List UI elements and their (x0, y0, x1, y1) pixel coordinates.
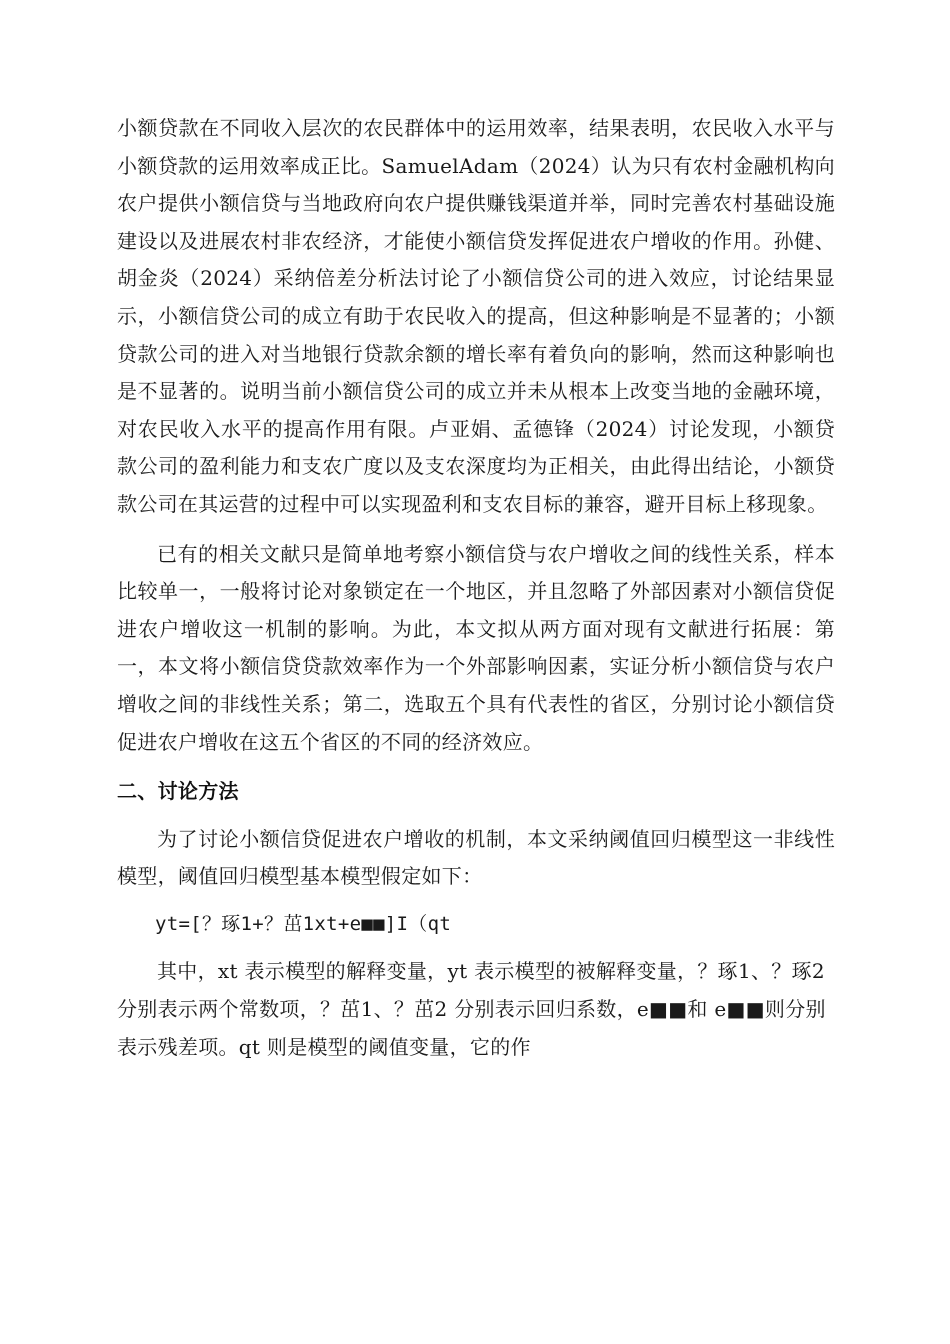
paragraph-variable-definitions: 其中，xt 表示模型的解释变量，yt 表示模型的被解释变量，？琢1、？琢2 分别表示两个常数项，？茁1、？茁2 分别表示回归系数，e■■和 e■■则分别表示残差项。qt 则是模型的阈值变量，它的作 (117, 959, 826, 1059)
document-body (117, 110, 835, 1066)
paragraph-method-intro: 为了讨论小额信贷促进农户增收的机制，本文采纳阈值回归模型这一非线性模型，阈值回归模型基本模型假定如下： (117, 826, 835, 889)
paragraph-literature-review: 小额贷款在不同收入层次的农民群体中的运用效率，结果表明，农民收入水平与小额贷款的运用效率成正比。SamuelAdam（2024）认为只有农村金融机构向农户提供小额信贷与当地政府向农户提供赚钱渠道并举，同时完善农村基础设施建设以及进展农村非农经济，才能使小额信贷发挥促进农户增收的作用。孙健、胡金炎（2024）采纳倍差分析法讨论了小额信贷公司的进入效应，讨论结果显示，小额信贷公司的成立有助于农民收入的提高，但这种影响是不显著的；小额贷款公司的进入对当地银行贷款余额的增长率有着负向的影响，然而这种影响也是不显著的。说明当前小额信贷公司的成立并未从根本上改变当地的金融环境，对农民收入水平的提高作用有限。卢亚娟、孟德锋（2024）讨论发现，小额贷款公司的盈利能力和支农广度以及支农深度均为正相关，由此得出结论，小额贷款公司在其运营的过程中可以实现盈利和支农目标的兼容，避开目标上移现象。 (117, 116, 835, 516)
section-heading-methods: 二、讨论方法 (117, 779, 239, 804)
threshold-regression-formula: yt=[？琢1+？茁1xt+e■■]I（qt (155, 912, 452, 935)
paragraph-research-gap: 已有的相关文献只是简单地考察小额信贷与农户增收之间的线性关系，样本比较单一，一般将讨论对象锁定在一个地区，并且忽略了外部因素对小额信贷促进农户增收这一机制的影响。为此，本文拟从两方面对现有文献进行拓展：第一，本文将小额信贷贷款效率作为一个外部影响因素，实证分析小额信贷与农户增收之间的非线性关系；第二，选取五个具有代表性的省区，分别讨论小额信贷促进农户增收在这五个省区的不同的经济效应。 (117, 541, 835, 754)
